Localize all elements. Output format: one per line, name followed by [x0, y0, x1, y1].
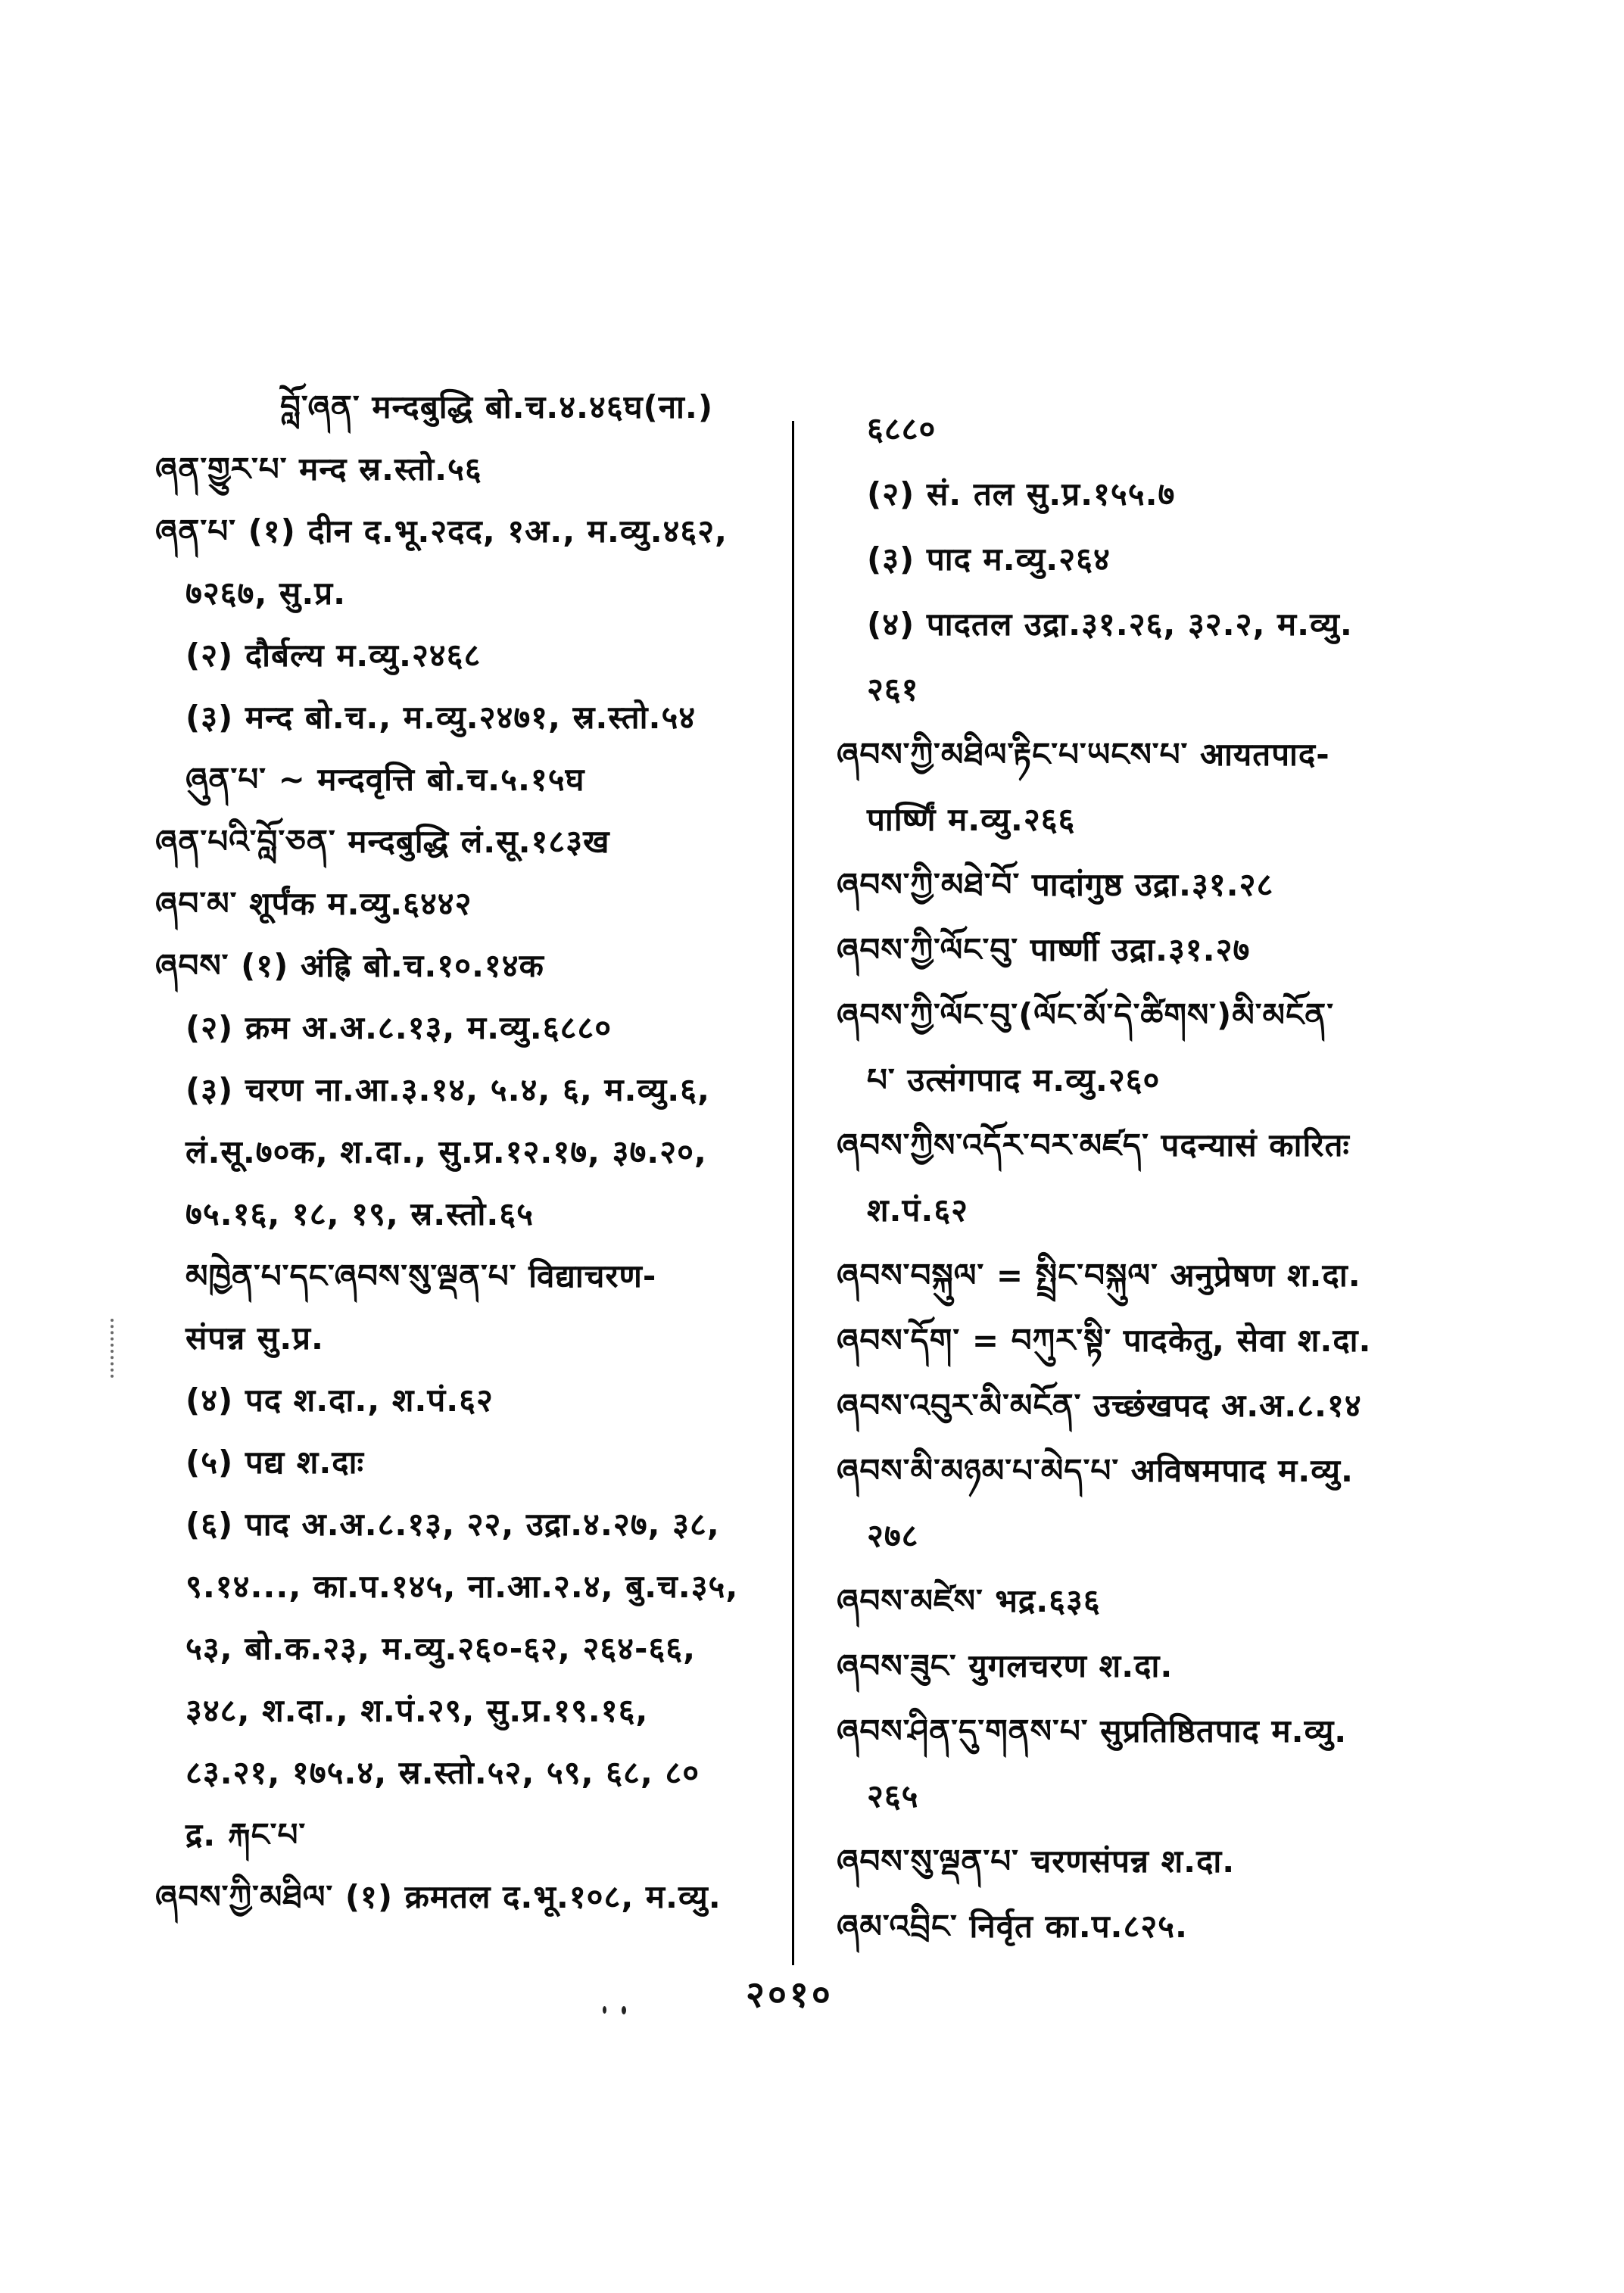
entry-line: ७५.१६, १८, १९, स्र.स्तो.६५ [185, 1195, 534, 1232]
left-column [155, 376, 799, 1928]
entry-line: ཞབས་སུ་ལྡན་པ་ चरणसंपन्न श.दा. [837, 1843, 1236, 1880]
entry-line: (३) मन्द बो.च., म.व्यु.२४७१, स्र.स्तो.५४ [185, 699, 697, 736]
entry-line: ཞབ་མ་ शूर्पंक म.व्यु.६४४२ [155, 885, 472, 922]
entry-line: ७२६७, सु.प्र. [185, 575, 347, 612]
entry-line: ६८८० [867, 410, 937, 447]
entry-line: (२) क्रम अ.अ.८.१३, म.व्यु.६८८० [185, 1009, 613, 1046]
entry-line: ९.१४..., का.प.१४५, ना.आ.२.४, बु.च.३५, [185, 1568, 739, 1605]
entry-line: ཞབས་ཀྱི་མཐིལ་རྟིང་པ་ཡངས་པ་ आयतपाद- [837, 736, 1330, 773]
entry-line: (३) पाद म.व्यु.२६४ [867, 541, 1111, 578]
entry-line: २६५ [867, 1777, 919, 1815]
entry-line: ཞབས་ཀྱིས་འདོར་བར་མཛད་ पदन्यासं कारितः [837, 1126, 1350, 1164]
entry-line: ཞབས་བསྐུལ་ = སྤྲིང་བསྐུལ་ अनुप्रेषण श.दा. [837, 1257, 1361, 1294]
entry-line: ८३.२१, १७५.४, स्र.स्तो.५२, ५९, ६८, ८० [185, 1754, 700, 1791]
entry-line: (४) पादतल उद्रा.३१.२६, ३२.२, म.व्यु. [867, 606, 1353, 643]
entry-line: ཞབས་ཀྱི་ལོང་བུ་(ལོང་མོ་དེ་ཚིགས་)མི་མངོན་ [837, 996, 1335, 1033]
entry-line: (२) सं. तल सु.प्र.१५५.७ [867, 475, 1176, 512]
entry-line: पार्ष्णिं म.व्यु.२६६ [867, 801, 1076, 838]
entry-line: ཞམ་འབྲིང་ निर्वृत का.प.८२५. [837, 1908, 1188, 1945]
scan-artifact-dots [111, 1319, 114, 1378]
column-divider-rule [792, 421, 794, 1965]
entry-line: (६) पाद अ.अ.८.१३, २२, उद्रा.४.२७, ३८, [185, 1506, 720, 1543]
entry-line: ཞན་པའི་བློ་ཅན་ मन्दबुद्धि लं.सू.१८३ख [155, 823, 610, 860]
entry-line: ཞན་པ་ (१) दीन द.भू.२दद, १अ., म.व्यु.४६२, [155, 512, 728, 550]
entry-line: (२) दौर्बल्य म.व्यु.२४६८ [185, 637, 482, 674]
entry-line: श.पं.६२ [867, 1192, 969, 1229]
entry-line: लं.सू.७०क, श.दा., सु.प्र.१२.१७, ३७.२०, [185, 1133, 707, 1170]
page-number: २०१० [746, 1974, 834, 2016]
entry-line: संपन्न सु.प्र. [185, 1319, 325, 1357]
entry-line: (५) पद्य श.दाः [185, 1444, 364, 1481]
entry-line: ཞབས་ཤིན་དུ་གནས་པ་ सुप्रतिष्ठितपाद म.व्यु. [837, 1712, 1348, 1749]
entry-line: མཁྱེན་པ་དང་ཞབས་སུ་ལྡན་པ་ विद्याचरण- [185, 1257, 657, 1294]
entry-line: ཞབས་ཀྱི་ལོང་བུ་ पार्ष्णी उद्रा.३१.२७ [837, 931, 1251, 968]
scan-speck [622, 2006, 626, 2014]
entry-line: (३) चरण ना.आ.३.१४, ५.४, ६, म.व्यु.६, [185, 1071, 710, 1108]
entry-line: ཞབས་ (१) अंह्रि बो.च.१०.१४क [155, 947, 544, 984]
entry-line: ཞབས་མཛེས་ भद्र.६३६ [837, 1582, 1101, 1619]
entry-line: པ་ उत्संगपाद म.व्यु.२६० [867, 1061, 1161, 1098]
entry-line: (४) पद श.दा., श.पं.६२ [185, 1382, 494, 1419]
entry-line: ཞབས་འབུར་མི་མངོན་ उच्छंखपद अ.अ.८.१४ [837, 1387, 1362, 1424]
entry-line: ཞབས་མི་མཉམ་པ་མེད་པ་ अविषमपाद म.व्यु. [837, 1452, 1354, 1489]
entry-line: ཞབས་ཀྱི་མཐིལ་ (१) क्रमतल द.भू.१०८, म.व्यु. [155, 1878, 722, 1915]
entry-line: ཞབས་དོག་ = བཀུར་སྟི་ पादकेतु, सेवा श.दा. [837, 1322, 1372, 1359]
scan-speck [603, 2006, 606, 2014]
entry-line: २७८ [867, 1517, 919, 1554]
entry-line: द्र. རྐང་པ་ [185, 1816, 307, 1853]
right-column [837, 397, 1556, 1959]
entry-line: ५३, बो.क.२३, म.व्यु.२६०-६२, २६४-६६, [185, 1630, 697, 1667]
entry-line: ཞབས་ཟུང་ युगलचरण श.दा. [837, 1647, 1174, 1684]
entry-line: བློ་ཞན་ मन्दबुद्धि बो.च.४.४६घ(ना.) [280, 388, 714, 425]
entry-line: ཞབས་ཀྱི་མཐེ་བོ་ पादांगुष्ठ उद्रा.३१.२८ [837, 866, 1274, 903]
entry-line: ཞན་གྱུར་པ་ मन्द स्र.स्तो.५६ [155, 450, 482, 488]
entry-line: २६१ [867, 671, 919, 708]
entry-line: ཞུན་པ་ ~ मन्दवृत्ति बो.च.५.१५घ [185, 761, 585, 798]
entry-line: ३४८, श.दा., श.पं.२९, सु.प्र.१९.१६, [185, 1692, 649, 1729]
